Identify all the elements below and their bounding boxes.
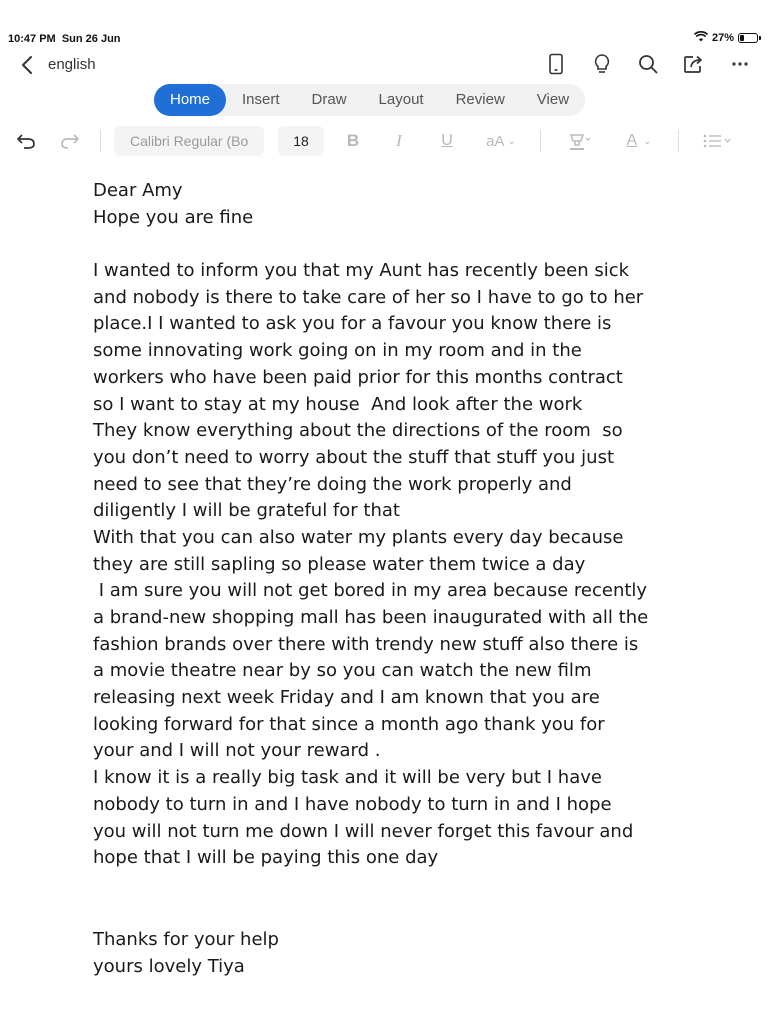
ribbon-tabs [154,84,585,116]
font-color-button[interactable] [616,124,662,158]
document-line: I wanted to inform you that my Aunt has recently been sick [93,260,630,282]
closing-line: Thanks for your help [93,929,279,950]
font-size-field[interactable]: 18 [278,126,324,156]
search-icon[interactable] [636,52,660,76]
battery-icon [738,33,758,43]
text-size-button[interactable] [478,124,524,158]
italic-button[interactable]: I [396,131,402,150]
closing-line: yours lovely Tiya [93,955,245,977]
tab-review[interactable]: Review [455,91,505,108]
status-time: 10:47 PM Sun 26 Jun [8,33,121,45]
document-line: need to see that they’re doing the work properly and [93,473,572,495]
document-line [93,231,733,258]
document-line: workers who have been paid prior for this months contract [93,366,623,388]
document-line: I know it is a really big task and it will be very but I have [93,767,602,789]
document-line: diligently I will be grateful for that [93,500,400,522]
wifi-icon [694,31,708,45]
bullet-list-icon[interactable] [694,124,740,158]
document-line: and nobody is there to take care of her so I have to go to her [93,286,644,308]
font-color-label: A [626,132,638,149]
document-line: place.I I wanted to ask you for a favour you know there is [93,313,612,335]
nav-actions [544,52,752,76]
underline-button[interactable]: U [441,132,453,149]
share-icon[interactable] [682,52,706,76]
document-line: They know everything about the directions of the room so [93,420,623,442]
tab-insert[interactable]: Insert [242,91,280,108]
more-icon[interactable] [728,52,752,76]
document-line: you will not turn me down I will never forget this favour and [93,820,634,842]
chevron-down-icon: ⌄ [507,135,516,147]
tab-draw[interactable]: Draw [311,91,347,108]
document-line: some innovating work going on in my room and in the [93,340,582,362]
toolbar-divider [678,130,679,152]
tab-layout[interactable]: Layout [378,91,424,108]
document-line: looking forward for that since a month ago thank you for [93,713,605,735]
formatting-toolbar [0,124,768,158]
chevron-down-icon: ⌄ [643,135,652,147]
highlighter-icon[interactable] [556,124,602,158]
font-name-field[interactable]: Calibri Regular (Bo [114,126,264,156]
document-line: a brand-new shopping mall has been inaugurated with all the [93,607,649,628]
status-indicators [694,31,758,45]
document-name[interactable]: english [48,56,96,73]
redo-icon[interactable] [56,124,84,158]
text-size-label: aA [486,132,505,150]
document-line: nobody to turn in and I have nobody to turn in and I hope [93,793,612,815]
document-body[interactable] [93,178,733,872]
document-line: I am sure you will not get bored in my area because recently [93,580,648,602]
toolbar-divider [100,130,101,152]
status-bar [0,0,768,45]
phone-layout-icon[interactable] [544,52,568,76]
tab-home[interactable]: Home [154,84,226,116]
toolbar-divider [540,130,541,152]
undo-icon[interactable] [12,124,40,158]
battery-percent: 27% [711,32,734,44]
tab-view[interactable]: View [536,91,570,108]
document-line: Dear Amy [93,180,183,201]
document-line: Hope you are fine [93,206,254,228]
lightbulb-icon[interactable] [590,52,614,76]
document-line: they are still sapling so please water them twice a day [93,553,586,575]
document-line: hope that I will be paying this one day [93,847,439,869]
document-line: a movie theatre near by so you can watch the new film [93,660,592,682]
document-line: your and I will not your reward . [93,740,381,762]
document-line: releasing next week Friday and I am known that you are [93,687,600,709]
nav-bar [0,50,768,80]
bold-button[interactable]: B [346,131,360,150]
back-chevron-icon[interactable] [16,52,38,78]
document-line: With that you can also water my plants every day because [93,526,624,548]
document-line: fashion brands over there with trendy new stuff also there is [93,633,639,655]
document-line: so I want to stay at my house And look after the work [93,393,583,415]
document-closing[interactable] [93,927,279,980]
document-line: you don’t need to worry about the stuff that stuff you just [93,446,614,468]
